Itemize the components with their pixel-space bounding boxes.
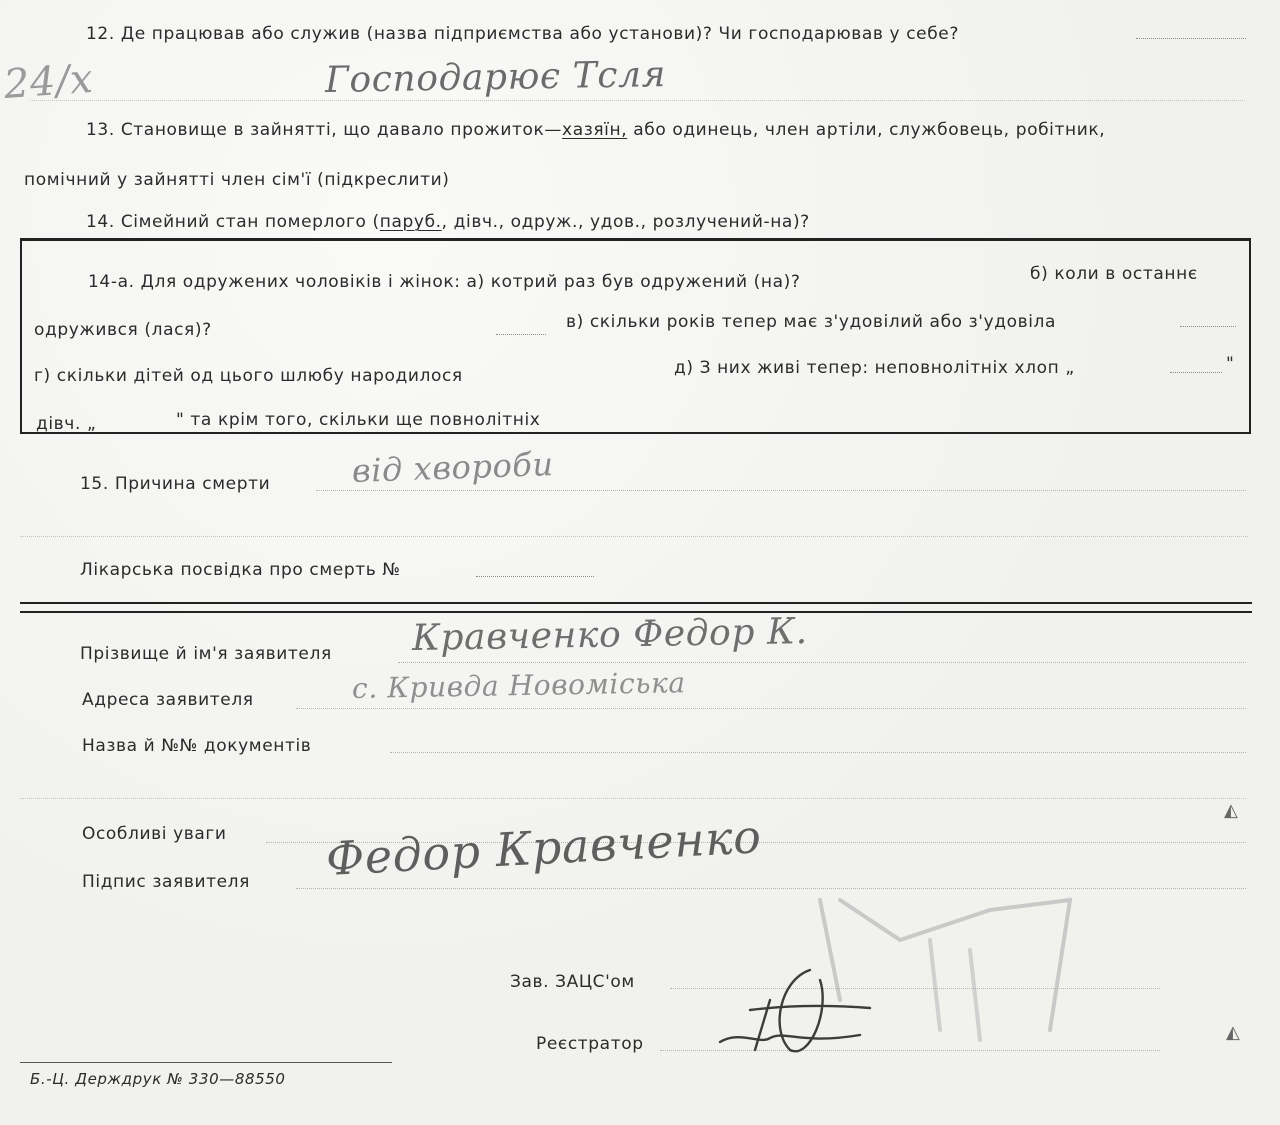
q12-label: 12. Де працював або служив (назва підприємства або установи)? Чи господарював у себе?	[86, 24, 959, 44]
q14a-line3b: д) З них живі тепер: неповнолітніх хлоп „	[674, 358, 1075, 378]
q13-label	[86, 120, 1105, 140]
binding-hole-mark-lower: ◭	[1226, 1022, 1241, 1043]
q14a-line1b: б) коли в останнє	[1030, 264, 1198, 284]
q14a-fill-years-widowed	[1180, 326, 1236, 327]
signature-label: Підпис заявителя	[82, 872, 250, 892]
q14a-line4b: " та крім того, скільки ще повнолітніх	[176, 410, 541, 430]
q14a-line3a: г) скільки дітей од цього шлюбу народилося	[34, 366, 463, 386]
q12-answer: Господарює Тсля	[324, 54, 667, 101]
q14a-line2a: одружився (лася)?	[34, 320, 212, 340]
documents-label: Назва й №№ документів	[82, 736, 312, 756]
applicant-name-fill	[398, 662, 1246, 663]
q13-underlined-option: хазяїн,	[562, 120, 628, 140]
applicant-name-label: Прізвище й ім'я заявителя	[80, 644, 332, 664]
medical-certificate-fill	[476, 576, 594, 577]
section-divider-bottom	[20, 611, 1252, 613]
q15-fill-line	[316, 490, 1246, 491]
notes-label: Особливі уваги	[82, 824, 227, 844]
q13-label-line2: помічний у зайнятті член сім'ї (підкреслити)	[24, 170, 450, 190]
applicant-address-fill	[296, 708, 1246, 709]
documents-fill	[390, 752, 1246, 753]
documents-fill-line2	[20, 798, 1246, 799]
q14a-line1a: 14-а. Для одружених чоловіків і жінок: а) котрий раз був одружений (на)?	[88, 272, 801, 292]
q14a-fill-boys	[1170, 372, 1222, 373]
q14a-line4a: дівч. „	[36, 414, 97, 434]
printer-imprint: Б.-Ц. Держдрук № 330—88550	[30, 1070, 286, 1088]
q15-answer: від хвороби	[351, 444, 555, 490]
signature-fill	[296, 888, 1246, 889]
section-divider-top	[20, 602, 1252, 604]
q14-label-start: 14. Сімейний стан померлого (	[86, 212, 380, 232]
q14-label	[86, 212, 810, 232]
q13-label-start: 13. Становище в зайнятті, що давало прожиток—	[86, 120, 563, 140]
q15-line2	[20, 536, 1248, 537]
q14a-fill-marriage-date	[496, 334, 546, 335]
q14-underlined-option: паруб.	[379, 212, 442, 232]
q14a-line2b: в) скільки років тепер має з'удовілий або з'удовіла	[566, 312, 1057, 332]
q12-fill-line	[1136, 38, 1246, 39]
registrar-signature	[660, 950, 900, 1070]
q12-line2	[30, 100, 1245, 101]
q15-label: 15. Причина смерти	[80, 474, 271, 494]
head-of-registry-label: Зав. ЗАЦС'ом	[510, 972, 635, 992]
registrar-label: Реєстратор	[536, 1034, 644, 1054]
applicant-signature: Федор Кравченко	[324, 809, 763, 886]
applicant-name-value: Кравченко Федор К.	[411, 611, 808, 659]
applicant-address-label: Адреса заявителя	[82, 690, 254, 710]
binding-hole-mark-upper: ◭	[1224, 800, 1239, 821]
q14-label-end: , дівч., одруж., удов., розлучений-на)?	[441, 212, 810, 232]
q13-label-end: або одинець, член артіли, службовець, робітник,	[627, 120, 1106, 140]
margin-note: 24/x	[2, 55, 95, 108]
medical-certificate-label: Лікарська посвідка про смерть №	[80, 560, 401, 580]
q14a-line3c: "	[1226, 354, 1235, 374]
footer-rule	[20, 1062, 392, 1063]
applicant-address-value: с. Кривда Новоміська	[351, 666, 686, 705]
